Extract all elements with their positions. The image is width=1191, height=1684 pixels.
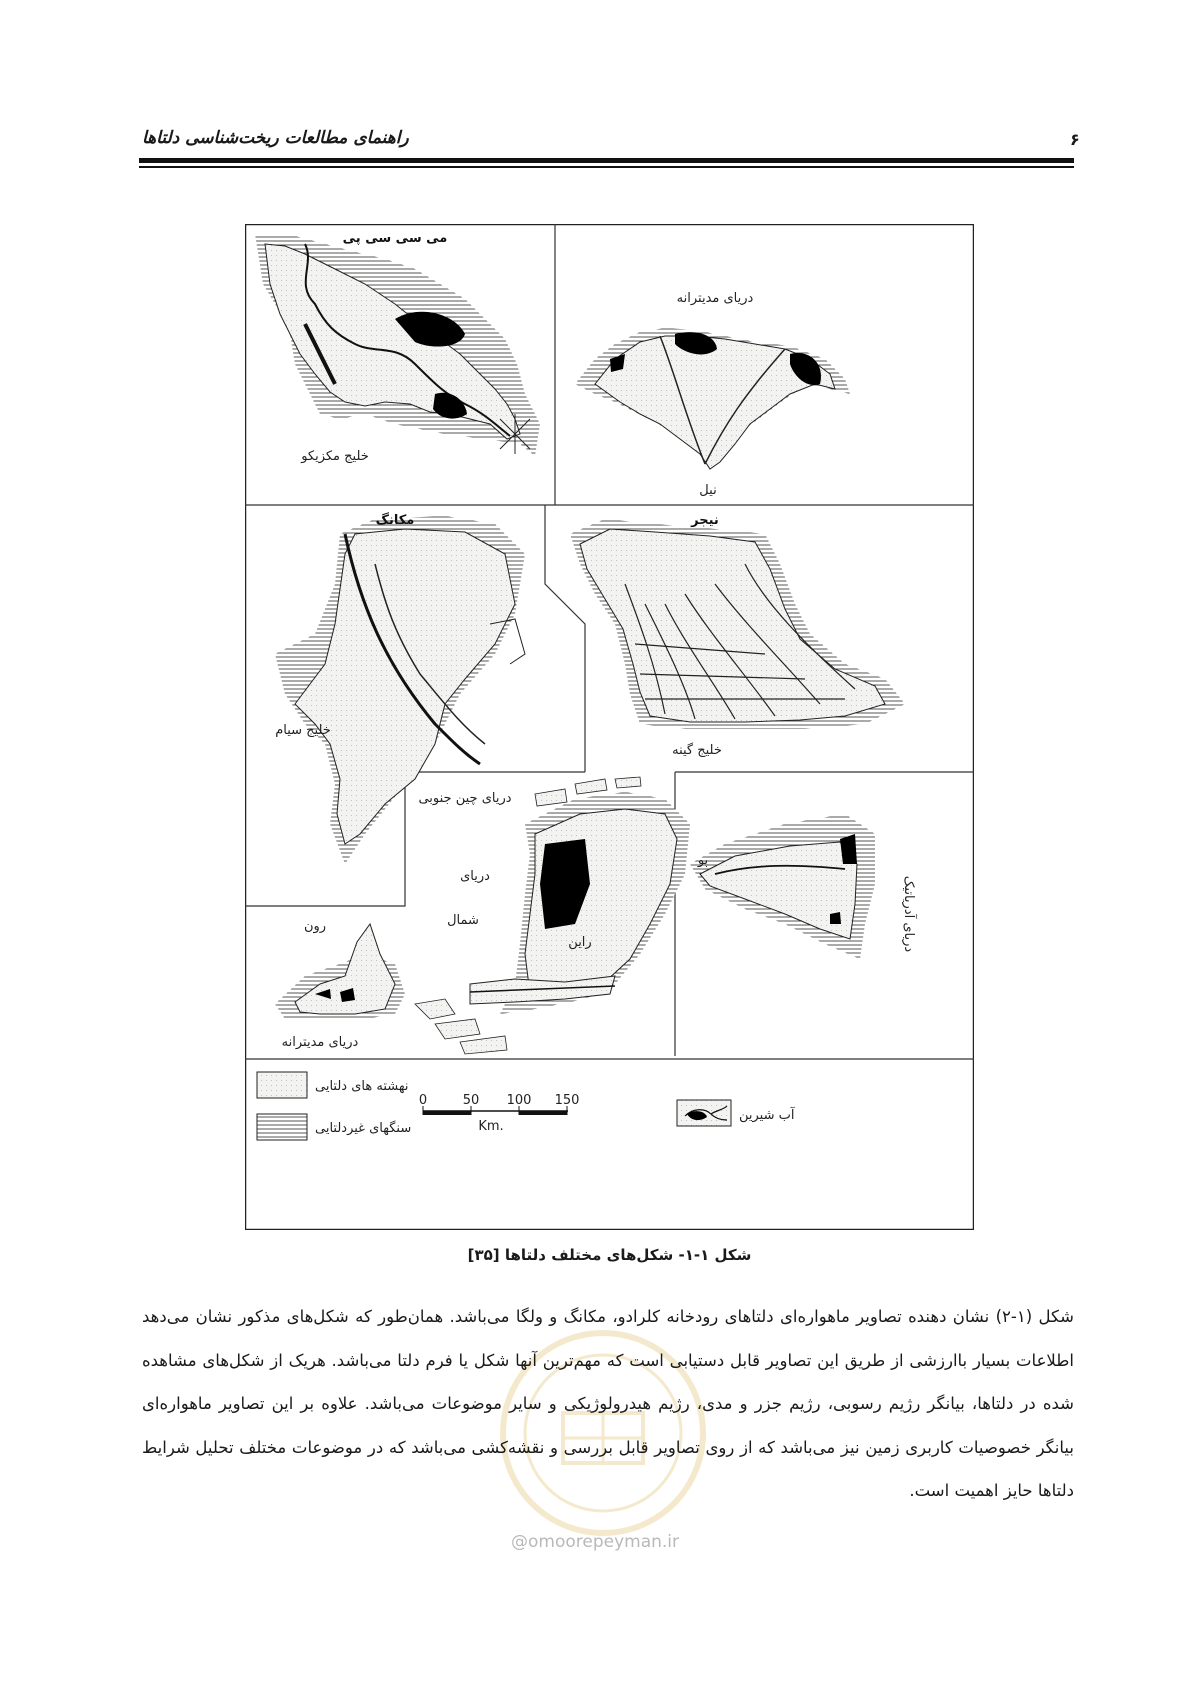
adriatic-sea-label: دریای آدریاتیک [901, 875, 916, 953]
mekong-label: مکانگ [375, 513, 415, 528]
running-title: راهنمای مطالعات ریخت‌شناسی دلتاها [142, 128, 409, 148]
scale-tick-150: 150 [554, 1093, 580, 1108]
legend-deltaic-label: نهشته های دلتایی [315, 1079, 409, 1094]
watermark-text: @omoorepeyman.ir [510, 1532, 680, 1552]
north-sea-label-2: شمال [447, 913, 479, 928]
figure-caption: شکل ۱-۱- شکل‌های مختلف دلتاها [۳۵] [467, 1246, 752, 1264]
rhine-label: راین [568, 935, 592, 950]
delta-maps-svg [245, 224, 974, 1230]
nile-sea-label: دریای مدیترانه [676, 291, 754, 306]
nile-label: نیل [699, 483, 717, 498]
body-paragraph [142, 1295, 1074, 1513]
legend-freshwater-swatch [677, 1100, 731, 1126]
page-number: ۶ [1070, 130, 1080, 149]
rhone-label: رون [303, 919, 327, 934]
scale-tick-50: 50 [462, 1093, 480, 1108]
north-sea-label-1: دریای [460, 869, 490, 884]
header-rule-thick [139, 158, 1074, 163]
mississippi-label: می سی سی پی [342, 231, 448, 246]
gulf-of-guinea-label: خلیج گینه [672, 743, 722, 758]
niger-label: نیجر [691, 513, 719, 528]
gulf-of-mexico-label: خلیج مکزیکو [301, 449, 369, 464]
po-label: پو [697, 853, 709, 868]
header-rule-thin [139, 166, 1074, 168]
gulf-of-siam-label: خلیج سیام [275, 723, 331, 738]
scale-tick-0: 0 [418, 1093, 428, 1108]
scale-unit: Km. [478, 1119, 504, 1134]
legend-deltaic-swatch [257, 1072, 307, 1098]
scale-tick-100: 100 [506, 1093, 532, 1108]
rhone-sea-label: دریای مدیترانه [281, 1035, 359, 1050]
legend-non-deltaic-label: سنگهای غیردلتایی [315, 1121, 412, 1136]
legend-non-deltaic-swatch [257, 1114, 307, 1140]
paragraph-text: شکل (۱-۲) نشان دهنده تصاویر ماهواره‌ای دلتاهای رودخانه کلرادو، مکانگ و ولگا می‌باشد. همان‌طور که شکل‌های مذکور نشان می‌دهد اطلاعات بسیار باارزشی از طریق این تصاویر قابل دستیابی است که مهم‌ترین آنها شکل یا فرم دلتا می‌باشد. هریک از شکل‌های مشاهده شده در دلتاها، بیانگر رژیم رسوبی، رژیم جزر و مدی، رژیم هیدرولوژیکی و سایر موضوعات می‌باشد. علاوه بر این تصاویر ماهواره‌ای بیانگر خصوصیات کاربری زمین نیز می‌باشد که از روی تصاویر قابل بررسی و نقشه‌کشی می‌باشد که در موضوعات مختلف تحلیل شرایط دلتاها حایز اهمیت است. [142, 1307, 1074, 1500]
south-china-sea-label: دریای چین جنوبی [418, 791, 512, 806]
legend-freshwater-label: آب شیرین [739, 1108, 795, 1123]
delta-figure [245, 224, 974, 1230]
